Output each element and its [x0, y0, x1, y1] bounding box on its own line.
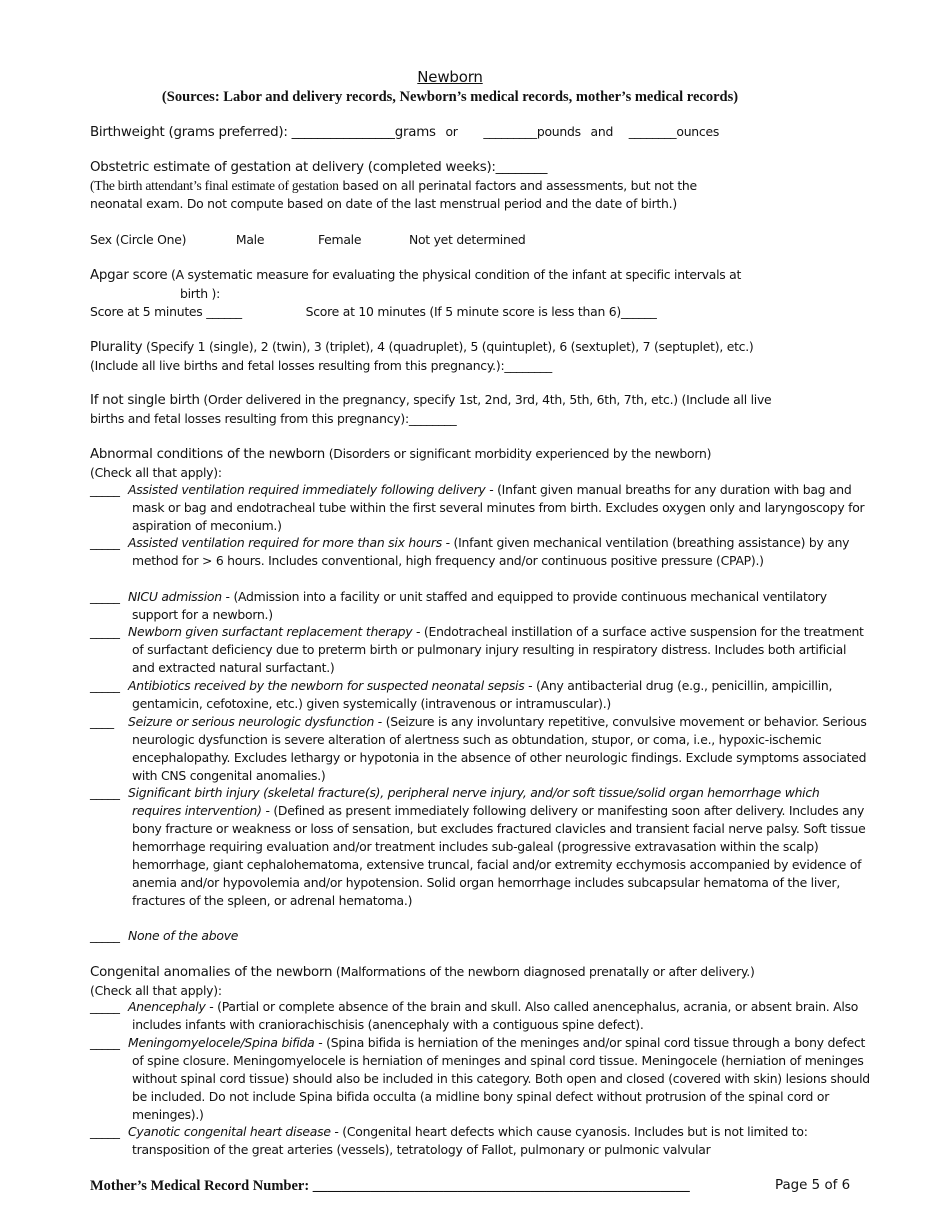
birthweight-pounds: _________pounds — [483, 124, 581, 139]
abnormal-item[interactable]: _____ Assisted ventilation required immediately following delivery - (Infant given manual breaths for any duration with bag and mask or bag and endotracheal tube within the first several minutes from birth. Excludes oxygen only and laryngoscopy for aspiration of meconium.) — [90, 482, 865, 533]
gestation-note-line2: neonatal exam. Do not compute based on date of the last menstrual period and the date of birth.) — [90, 196, 677, 211]
congenital-item[interactable]: _____ Anencephaly - (Partial or complete absence of the brain and skull. Also called anencephalus, acrania, or absent brain. Also includes infants with craniorachischisis (anencephaly with a contiguous spine defect). — [90, 999, 859, 1032]
checkbox-blank: _____ — [90, 535, 120, 550]
apgar-desc: (A systematic measure for evaluating the physical condition of the infant at specific intervals at — [167, 267, 742, 282]
plurality-line2: (Include all live births and fetal losses resulting from this pregnancy.):________ — [90, 358, 552, 373]
abnormal-label: Abnormal conditions of the newborn — [90, 447, 326, 462]
checkbox-blank: _____ — [90, 1124, 120, 1139]
abnormal-item[interactable]: _____Significant birth injury (skeletal fracture(s), peripheral nerve injury, and/or soft tissue/solid organ hemorrhage which requires intervention) - (Defined as present immediately following delivery or manifesting soon after delivery. Includes any bony fracture or weakness or loss of sensation, but excludes fractured clavicles and transient facial nerve palsy. Soft tissue hemorrhage requiring evaluation and/or treatment includes sub-galeal (progressive extravasation within the scalp) hemorrhage, giant cephalohematoma, extensive truncal, facial and/or extremity ecchymosis accompanied by evidence of anemia and/or hypovolemia and/or hypotension. Solid organ hemorrhage includes subcapsular hematoma of the liver, fractures of the spleen, or adrenal hematoma.) — [90, 785, 866, 908]
page-title: Newborn — [417, 68, 483, 86]
birth-order-field[interactable]: If not single birth (Order delivered in the pregnancy, specify 1st, 2nd, 3rd, 4th, 5th, 6th, 7th, etc.) (Include all live births and fetal losses resulting from this pregnancy):________ — [90, 391, 830, 428]
abnormal-check-instruction: (Check all that apply): — [90, 465, 222, 480]
sex-option-undetermined[interactable]: Not yet determined — [408, 232, 526, 247]
checkbox-blank: _____ — [90, 678, 120, 693]
apgar-label: Apgar score — [90, 268, 168, 283]
sex-label: Sex (Circle One) — [90, 232, 187, 247]
gestation-note: (The birth attendant’s final estimate of gestation based on all perinatal factors and assessments, but not the — [90, 178, 697, 193]
abnormal-item[interactable]: _____ Assisted ventilation required for more than six hours - (Infant given mechanical ventilation (breathing assistance) by any method for > 6 hours. Includes conventional, high frequency and/or continuous positive pressure (CPAP).) — [90, 535, 850, 568]
congenital-anomalies-header: Congenital anomalies of the newborn (Malformations of the newborn diagnosed prenatally or after delivery.) (Check all that apply): — [90, 963, 830, 1000]
abnormal-item[interactable]: _____ NICU admission - (Admission into a facility or unit staffed and equipped to provide continuous mechanical ventilatory support for a newborn.) — [90, 589, 827, 622]
birthweight-label: Birthweight (grams preferred): ________________grams — [90, 125, 436, 140]
gestation-label: Obstetric estimate of gestation at delivery (completed weeks):________ — [90, 160, 548, 175]
page-number: Page 5 of 6 — [775, 1178, 851, 1193]
birth-order-line2: births and fetal losses resulting from this pregnancy):________ — [90, 411, 457, 426]
birthweight-and: and — [590, 124, 614, 139]
apgar-score-5[interactable]: Score at 5 minutes ______ — [90, 304, 242, 319]
checkbox-blank: _____ — [90, 624, 120, 639]
checkbox-blank: _____ — [90, 999, 120, 1014]
checkbox-blank: ____ — [90, 714, 114, 729]
sex-option-female[interactable]: Female — [317, 232, 362, 247]
congenital-item[interactable]: _____Cyanotic congenital heart disease - (Congenital heart defects which cause cyanosis. Includes but is not limited to: transposition of the great arteries (vessels), tetratology of Fallot, pulmonary or pulmonic valvular — [90, 1124, 808, 1157]
checkbox-blank: _____ — [90, 1035, 120, 1050]
apgar-score-10[interactable]: Score at 10 minutes (If 5 minute score is less than 6)______ — [305, 304, 657, 319]
abnormal-item[interactable]: _____ Antibiotics received by the newborn for suspected neonatal sepsis - (Any antibacterial drug (e.g., penicillin, ampicillin, gentamicin, cefotoxine, etc.) given systemically (intravenous or intramuscular).) — [90, 678, 833, 711]
checkbox-blank: _____ — [90, 928, 120, 943]
congenital-check-instruction: (Check all that apply): — [90, 983, 222, 998]
birthweight-or: or — [445, 124, 458, 139]
birthweight-ounces: ________ounces — [628, 124, 720, 139]
apgar-desc-line2: birth ): — [180, 286, 221, 301]
sex-field — [90, 231, 830, 249]
gestation-field[interactable] — [90, 159, 830, 213]
checkbox-blank: _____ — [90, 785, 120, 800]
birth-order-label: If not single birth — [90, 393, 200, 408]
sex-option-male[interactable]: Male — [235, 232, 265, 247]
abnormal-item[interactable]: ____Seizure or serious neurologic dysfunction - (Seizure is any involuntary repetitive, convulsive movement or behavior. Serious neurologic dysfunction is severe alteration of alertness such as obtundation, stupor, or coma, i.e., hypoxic-ischemic encephalopathy. Excludes lethargy or hypotonia in the absence of other neurologic findings. Exclude symptoms associated with CNS congenital anomalies.) — [90, 714, 867, 783]
checkbox-blank: _____ — [90, 482, 120, 497]
abnormal-conditions-header: Abnormal conditions of the newborn (Disorders or significant morbidity experienced by the newborn) (Check all that apply): — [90, 445, 830, 482]
congenital-label: Congenital anomalies of the newborn — [90, 965, 333, 980]
checkbox-blank: _____ — [90, 589, 120, 604]
medical-record-number-field[interactable]: Mother’s Medical Record Number: ____________________________________________________ — [90, 1178, 690, 1194]
sources-subtitle: (Sources: Labor and delivery records, Newborn’s medical records, mother’s medical records) — [161, 89, 739, 105]
abnormal-item-none[interactable]: _____ None of the above — [90, 928, 239, 943]
plurality-label: Plurality — [90, 340, 143, 355]
congenital-item[interactable]: _____ Meningomyelocele/Spina bifida - (Spina bifida is herniation of the meninges and/or spinal cord tissue through a bony defect of spine closure. Meningomyelocele is herniation of meninges and spinal cord tissue. Meningocele (herniation of meninges without spinal cord tissue) should also be included in this category. Both open and closed (covered with skin) lesions should be included. Do not include Spina bifida occulta (a midline bony spinal defect without protrusion of the spinal cord or meninges).) — [90, 1035, 870, 1122]
birthweight-field[interactable] — [90, 123, 830, 142]
plurality-field[interactable]: Plurality (Specify 1 (single), 2 (twin), 3 (triplet), 4 (quadruplet), 5 (quintuplet), 6 (sextuplet), 7 (septuplet), etc.) (Include all live births and fetal losses resulting from this pregnancy.):________ — [90, 338, 830, 375]
abnormal-item[interactable]: _____ Newborn given surfactant replacement therapy - (Endotracheal instillation of a surface active suspension for the treatment of surfactant deficiency due to preterm birth or pulmonary injury resulting in respiratory distress. Includes both artificial and extracted natural surfactant.) — [90, 624, 864, 675]
apgar-field — [90, 266, 830, 321]
